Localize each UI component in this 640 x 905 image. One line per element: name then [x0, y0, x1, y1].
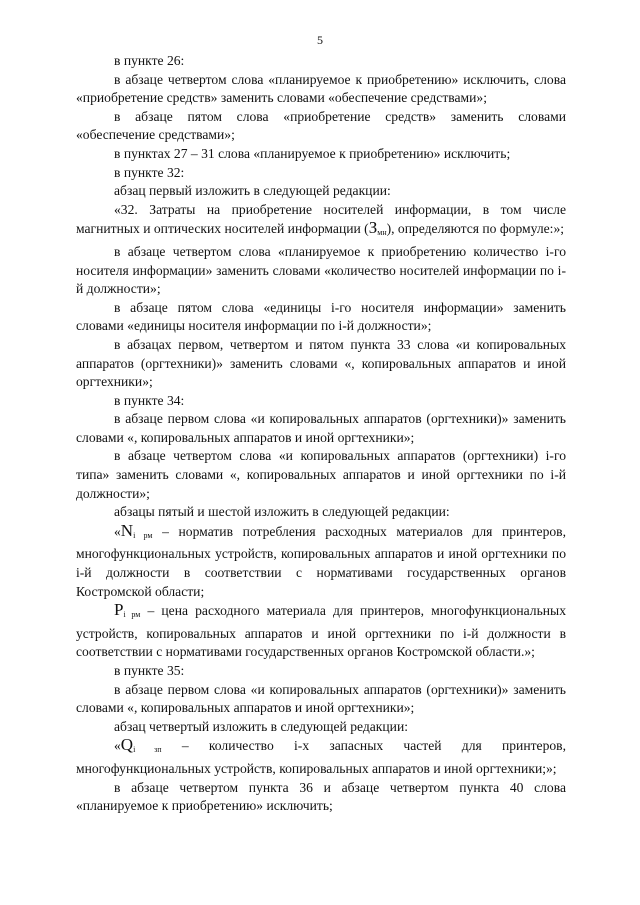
paragraph-text: – норматив потребления расходных материалов для принтеров, многофункциональных устройств, копировальных аппаратов и иной оргтехники по i-й должности в соответствии с нормативами государственных органов Костромской области;: [76, 523, 566, 599]
formula-paragraph: [76, 522, 566, 601]
paragraph: абзац четвертый изложить в следующей редакции:: [114, 718, 409, 734]
paragraph: в пункте 32:: [114, 164, 185, 180]
paragraph: в пункте 34:: [114, 392, 185, 408]
formula-paragraph: [76, 736, 566, 778]
paragraph: в абзацах первом, четвертом и пятом пункта 33 слова «и копировальных аппаратов (оргтехники)» заменить словами «, копировальных аппаратов и иной оргтехники»;: [76, 336, 566, 390]
paragraph: в абзаце пятом слова «приобретение средств» заменить словами «обеспечение средствами»;: [76, 108, 566, 143]
paragraph-text: ), определяются по формуле:»;: [386, 221, 565, 237]
paragraph-text: «: [114, 738, 121, 754]
paragraph: в абзаце первом слова «и копировальных аппаратов (оргтехники)» заменить словами «, копировальных аппаратов и иной оргтехники»;: [76, 681, 566, 716]
paragraph: в абзаце четвертом слова «планируемое к приобретению» исключить, слова «приобретение средств» заменить словами «обеспечение средствами»;: [76, 71, 566, 106]
paragraph-text: «: [114, 523, 121, 539]
paragraph: в пунктах 27 – 31 слова «планируемое к приобретению» исключить;: [114, 145, 511, 161]
paragraph: в абзаце четвертом слова «и копировальных аппаратов (оргтехники) i-го типа» заменить словами «, копировальных аппаратов и иной оргтехники по i-й должности»;: [76, 448, 566, 501]
paragraph: абзацы пятый и шестой изложить в следующей редакции:: [114, 504, 450, 520]
paragraph-text: «32. Затраты на приобретение носителей информации, в том числе магнитных и оптических носителей информации (: [76, 201, 566, 237]
paragraph: в пункте 35:: [114, 663, 185, 678]
document-body: [76, 52, 566, 816]
formula-paragraph: [76, 601, 566, 662]
page-number: 5: [317, 33, 323, 47]
formula-symbol: З: [368, 218, 378, 238]
paragraph-text: – цена расходного материала для принтеров, многофункциональных устройств, копировальных аппаратов и иной оргтехники по i-й должности в соответствии с нормативами государственных органов Костромской области.»;: [76, 603, 566, 660]
formula-symbol: N: [120, 520, 134, 540]
paragraph-text: – количество i-х запасных частей для принтеров, многофункциональных устройств, копировальных аппаратов и иной оргтехники;»;: [76, 738, 566, 776]
formula-subscript: i рм: [133, 530, 153, 540]
formula-subscript: i зп: [133, 745, 162, 755]
paragraph: в абзаце четвертом пункта 36 и абзаце четвертом пункта 40 слова «планируемое к приобретению» исключить;: [76, 779, 566, 814]
formula-symbol: Q: [120, 735, 134, 755]
formula-subscript: мн: [377, 228, 387, 238]
paragraph: абзац первый изложить в следующей редакции:: [114, 183, 391, 199]
formula-subscript: i рм: [123, 610, 141, 620]
paragraph: в абзаце пятом слова «единицы i-го носителя информации» заменить словами «единицы носителя информации по i-й должности»;: [76, 299, 566, 334]
paragraph: в пункте 26:: [114, 53, 185, 68]
formula-paragraph: [76, 201, 566, 243]
formula-symbol: P: [114, 600, 124, 620]
paragraph: в абзаце четвертом слова «планируемое к приобретению количество i-го носителя информации» заменить словами «количество носителей информации по i-й должности»;: [76, 243, 566, 297]
paragraph: в абзаце первом слова «и копировальных аппаратов (оргтехники)» заменить словами «, копировальных аппаратов и иной оргтехники»;: [76, 411, 566, 445]
